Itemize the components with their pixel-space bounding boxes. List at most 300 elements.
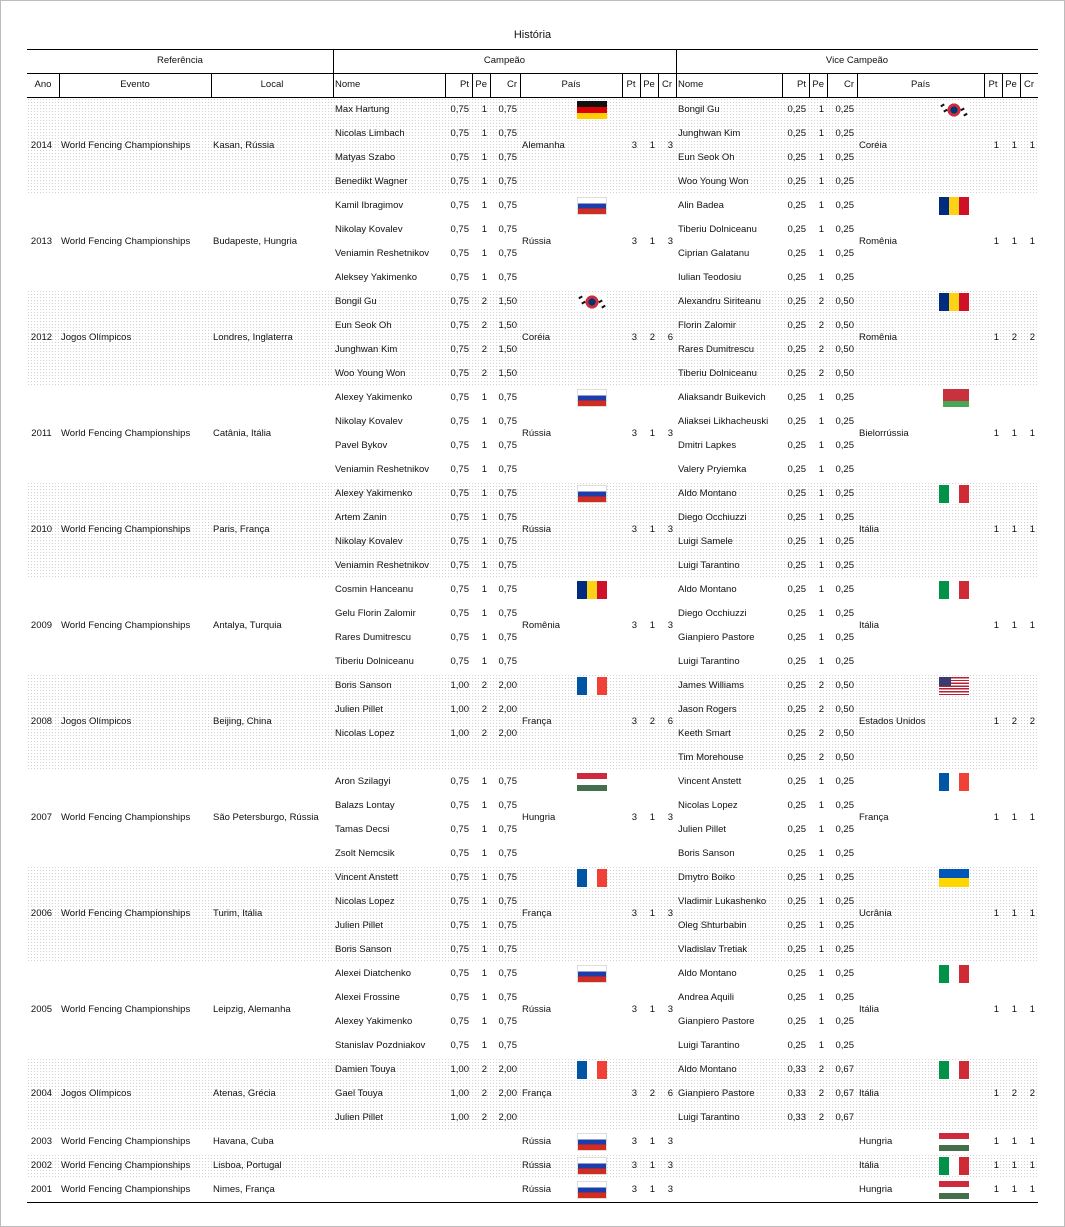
champ-athlete-pt: 1,00 <box>450 1064 469 1075</box>
column-divider <box>1020 73 1021 97</box>
champ-country: França <box>522 908 552 919</box>
vice-country-pt: 1 <box>993 236 999 247</box>
vice-athlete-pt: 0,25 <box>787 680 806 691</box>
italy-flag-icon <box>939 1061 969 1079</box>
vice-athlete-pt: 0,25 <box>787 992 806 1003</box>
champ-athlete-pe: 1 <box>481 464 487 475</box>
vice-country-cr: 1 <box>1029 908 1035 919</box>
location-cell: Budapeste, Hungria <box>213 236 297 247</box>
vice-athlete-pe: 1 <box>818 224 824 235</box>
champ-country-pt: 3 <box>631 716 637 727</box>
vice-athlete-pe: 1 <box>818 584 824 595</box>
champ-country-pt: 3 <box>631 524 637 535</box>
column-divider <box>445 73 446 97</box>
vice-athlete-pe: 1 <box>818 560 824 571</box>
vice-athlete-pt: 0,25 <box>787 464 806 475</box>
vice-country-pe: 1 <box>1011 1004 1017 1015</box>
korea-flag-icon <box>577 293 607 311</box>
champ-athlete-name: Gelu Florin Zalomir <box>335 608 416 619</box>
column-header-pt[interactable]: Pt <box>988 79 998 90</box>
vice-athlete-pt: 0,25 <box>787 104 806 115</box>
column-header-nome[interactable]: Nome <box>335 79 361 90</box>
vice-athlete-cr: 0,25 <box>835 1016 854 1027</box>
champ-country-pt: 3 <box>631 332 637 343</box>
vice-athlete-name: Jason Rogers <box>678 704 737 715</box>
russia-flag-icon <box>577 197 607 215</box>
column-header-cr[interactable]: Cr <box>506 79 517 90</box>
champ-athlete-pt <box>445 746 469 770</box>
champ-country-pe: 1 <box>649 1160 655 1171</box>
column-header-pais[interactable]: País <box>561 79 581 90</box>
champ-athlete-cr: 0,75 <box>498 440 517 451</box>
column-divider <box>984 73 985 97</box>
vice-athlete-pt: 0,25 <box>787 200 806 211</box>
vice-athlete-pe: 2 <box>818 1112 824 1123</box>
column-divider <box>472 73 473 97</box>
champ-country-pt: 3 <box>631 620 637 631</box>
group-header-champ: Campeão <box>483 55 526 66</box>
column-divider <box>640 73 641 97</box>
champ-athlete-pt: 0,75 <box>450 584 469 595</box>
champ-athlete-name: Tamas Decsi <box>335 824 390 835</box>
vice-athlete-cr: 0,25 <box>835 872 854 883</box>
champ-athlete-pt: 0,75 <box>450 272 469 283</box>
champ-athlete-pt: 0,75 <box>450 896 469 907</box>
champ-athlete-pe: 2 <box>481 728 487 739</box>
champ-athlete-pt: 0,75 <box>450 992 469 1003</box>
vice-athlete-pt: 0,25 <box>787 512 806 523</box>
champ-athlete-pe: 2 <box>481 704 487 715</box>
vice-athlete-pe: 1 <box>818 392 824 403</box>
vice-athlete-name: Aldo Montano <box>678 968 737 979</box>
champ-athlete-name: Alexey Yakimenko <box>335 488 413 499</box>
vice-athlete-name: Tiberiu Dolniceanu <box>678 224 757 235</box>
vice-athlete-name: Gianpiero Pastore <box>678 1016 755 1027</box>
vice-athlete-pt: 0,25 <box>787 800 806 811</box>
champ-athlete-pt: 0,75 <box>450 944 469 955</box>
vice-athlete-name: Junghwan Kim <box>678 128 741 139</box>
year-cell: 2012 <box>30 332 53 343</box>
champ-athlete-pt: 0,75 <box>450 464 469 475</box>
vice-athlete-pe: 2 <box>818 680 824 691</box>
vice-athlete-pe: 2 <box>818 1064 824 1075</box>
vice-athlete-pe: 1 <box>818 896 824 907</box>
column-header-cr[interactable]: Cr <box>661 79 673 90</box>
champ-athlete-cr: 0,75 <box>498 608 517 619</box>
vice-athlete-cr: 0,50 <box>835 296 854 307</box>
champ-country-pt: 3 <box>631 1088 637 1099</box>
champ-athlete-pt: 0,75 <box>450 248 469 259</box>
vice-country-pe: 1 <box>1011 1160 1017 1171</box>
champ-country-cr: 6 <box>667 332 673 343</box>
vice-athlete-pt: 0,25 <box>787 248 806 259</box>
vice-country-pt: 1 <box>993 332 999 343</box>
champ-athlete-name: Alexei Frossine <box>335 992 400 1003</box>
champ-country: Rússia <box>522 1136 552 1147</box>
vice-athlete-pe: 2 <box>818 1088 824 1099</box>
champ-country-cr: 6 <box>667 716 673 727</box>
vice-athlete-cr: 0,67 <box>835 1064 854 1075</box>
year-cell: 2002 <box>30 1160 53 1171</box>
vice-country-pe: 1 <box>1011 620 1017 631</box>
year-cell: 2007 <box>30 812 53 823</box>
vice-athlete-cr: 0,25 <box>835 464 854 475</box>
champ-athlete-name: Julien Pillet <box>335 704 384 715</box>
vice-country: Itália <box>859 620 880 631</box>
vice-athlete-pt: 0,25 <box>787 392 806 403</box>
header-bottom-rule <box>27 97 1038 98</box>
champ-country-pe: 1 <box>649 1136 655 1147</box>
vice-athlete-pe: 1 <box>818 200 824 211</box>
vice-country-cr: 1 <box>1029 1136 1035 1147</box>
year-cell: 2011 <box>31 428 52 439</box>
location-cell: Kasan, Rússia <box>213 140 275 151</box>
column-header-nome[interactable]: Nome <box>678 79 704 90</box>
vice-athlete-cr: 0,25 <box>835 560 854 571</box>
vice-athlete-pt: 0,25 <box>787 152 806 163</box>
vice-athlete-cr: 0,25 <box>835 824 854 835</box>
champ-country-cr: 3 <box>667 1004 673 1015</box>
column-header-cr[interactable]: Cr <box>1023 79 1035 90</box>
vice-athlete-cr: 0,25 <box>835 776 854 787</box>
group-header-ref: Referência <box>157 55 203 66</box>
vice-athlete-name: Tiberiu Dolniceanu <box>678 368 757 379</box>
vice-athlete-name: Vincent Anstett <box>678 776 742 787</box>
column-header-pt[interactable]: Pt <box>460 79 469 90</box>
column-header-pt[interactable]: Pt <box>797 79 806 90</box>
russia-flag-icon <box>577 1157 607 1175</box>
champ-athlete-name: Alexey Yakimenko <box>335 392 413 403</box>
vice-athlete-pe: 1 <box>818 248 824 259</box>
champ-athlete-name: Woo Young Won <box>335 368 406 379</box>
italy-flag-icon <box>939 581 969 599</box>
vice-athlete-pt: 0,33 <box>787 1064 806 1075</box>
champ-athlete-pt: 0,75 <box>450 200 469 211</box>
champ-athlete-name: Julien Pillet <box>335 1112 384 1123</box>
champ-athlete-pt: 0,75 <box>450 296 469 307</box>
location-cell: Havana, Cuba <box>213 1136 274 1147</box>
vice-athlete-pt: 0,25 <box>787 536 806 547</box>
champ-athlete-pt: 0,75 <box>450 176 469 187</box>
vice-athlete-cr: 0,25 <box>835 128 854 139</box>
belarus-flag-icon <box>939 389 969 407</box>
vice-country-cr: 1 <box>1029 140 1035 151</box>
vice-country-pe: 2 <box>1011 716 1017 727</box>
champ-athlete-cr: 1,50 <box>498 344 517 355</box>
vice-athlete-name: Florin Zalomir <box>678 320 737 331</box>
vice-athlete-name: James Williams <box>678 680 744 691</box>
vice-country-pt: 1 <box>993 1184 999 1195</box>
champ-country-cr: 3 <box>667 1136 673 1147</box>
champ-athlete-name: Matyas Szabo <box>335 152 396 163</box>
champ-athlete-name: Pavel Bykov <box>335 440 388 451</box>
vice-athlete-pe: 1 <box>818 416 824 427</box>
vice-country-cr: 2 <box>1029 332 1035 343</box>
champ-athlete-cr: 2,00 <box>498 1088 517 1099</box>
year-cell: 2003 <box>30 1136 53 1147</box>
champ-athlete-cr: 0,75 <box>498 1040 517 1051</box>
location-cell: Leipzig, Alemanha <box>213 1004 291 1015</box>
champ-athlete-cr: 0,75 <box>498 560 517 571</box>
column-divider <box>1002 73 1003 97</box>
event-cell: World Fencing Championships <box>61 428 191 439</box>
year-cell: 2001 <box>30 1184 53 1195</box>
champ-athlete-name: Julien Pillet <box>335 920 384 931</box>
vice-country-cr: 1 <box>1029 812 1035 823</box>
vice-athlete-name: Nicolas Lopez <box>678 800 738 811</box>
romania-flag-icon <box>577 581 607 599</box>
champ-country-pe: 1 <box>649 620 655 631</box>
champ-athlete-name: Artem Zanin <box>335 512 387 523</box>
champ-athlete-pt: 0,75 <box>450 872 469 883</box>
champ-athlete-pe: 1 <box>481 560 487 571</box>
vice-athlete-cr: 0,25 <box>835 584 854 595</box>
vice-athlete-pt: 0,25 <box>787 344 806 355</box>
vice-athlete-pt: 0,25 <box>787 824 806 835</box>
vice-country: Hungria <box>859 1136 893 1147</box>
champ-country: Romênia <box>522 620 561 631</box>
vice-athlete-pe: 1 <box>818 176 824 187</box>
vice-athlete-cr: 0,25 <box>835 224 854 235</box>
column-header-evento[interactable]: Evento <box>120 79 150 90</box>
champ-athlete-pt: 0,75 <box>450 824 469 835</box>
year-cell: 2004 <box>30 1088 53 1099</box>
korea-flag-icon <box>939 101 969 119</box>
year-cell: 2014 <box>30 140 53 151</box>
event-cell: Jogos Olímpicos <box>61 332 132 343</box>
vice-athlete-pt: 0,25 <box>787 368 806 379</box>
champ-country-cr: 3 <box>667 620 673 631</box>
vice-athlete-pt: 0,25 <box>787 848 806 859</box>
champ-athlete-name: Boris Sanson <box>335 944 392 955</box>
champ-athlete-pe: 1 <box>481 512 487 523</box>
column-header-cr[interactable]: Cr <box>843 79 854 90</box>
vice-country-pt: 1 <box>993 1160 999 1171</box>
champ-country-cr: 3 <box>667 140 673 151</box>
header-top-rule <box>27 49 1038 50</box>
champ-athlete-name: Junghwan Kim <box>335 344 398 355</box>
vice-athlete-pt: 0,25 <box>787 1016 806 1027</box>
champ-athlete-pt: 0,75 <box>450 608 469 619</box>
champ-country: Rússia <box>522 1184 552 1195</box>
vice-athlete-name: Luigi Tarantino <box>678 1040 740 1051</box>
event-cell: World Fencing Championships <box>61 524 191 535</box>
champ-athlete-cr: 0,75 <box>498 488 517 499</box>
champ-country-pt: 3 <box>631 1004 637 1015</box>
champ-country-pt: 3 <box>631 140 637 151</box>
champ-athlete-name: Nicolas Lopez <box>335 728 395 739</box>
vice-athlete-name: Rares Dumitrescu <box>678 344 755 355</box>
champ-athlete-pe: 1 <box>481 944 487 955</box>
vice-athlete-name: Gianpiero Pastore <box>678 632 755 643</box>
champ-athlete-pe: 1 <box>481 896 487 907</box>
champ-athlete-cr: 0,75 <box>498 416 517 427</box>
vice-athlete-name: Iulian Teodosiu <box>678 272 742 283</box>
vice-country-pe: 2 <box>1011 1088 1017 1099</box>
champ-athlete-pt: 0,75 <box>450 224 469 235</box>
vice-athlete-name: Diego Occhiuzzi <box>678 608 747 619</box>
champ-athlete-pt: 0,75 <box>450 800 469 811</box>
vice-athlete-pt: 0,25 <box>787 224 806 235</box>
champ-athlete-name: Nikolay Kovalev <box>335 536 403 547</box>
champ-athlete-pe: 1 <box>481 992 487 1003</box>
champ-athlete-cr: 0,75 <box>498 512 517 523</box>
vice-athlete-cr: 0,50 <box>835 368 854 379</box>
champ-country-pt: 3 <box>631 1160 637 1171</box>
champ-athlete-name: Alexey Yakimenko <box>335 1016 413 1027</box>
champ-athlete-pt: 0,75 <box>450 416 469 427</box>
vice-athlete-pt: 0,33 <box>787 1112 806 1123</box>
russia-flag-icon <box>577 1133 607 1151</box>
champ-athlete-pe: 1 <box>481 920 487 931</box>
column-header-local[interactable]: Local <box>260 79 284 90</box>
champ-athlete-pt: 0,75 <box>450 320 469 331</box>
vice-athlete-pt: 0,25 <box>787 128 806 139</box>
vice-country-cr: 1 <box>1029 620 1035 631</box>
champ-athlete-pe: 1 <box>481 776 487 787</box>
column-header-pais[interactable]: País <box>910 79 930 90</box>
champ-country-pt: 3 <box>631 812 637 823</box>
event-cell: World Fencing Championships <box>61 1004 191 1015</box>
champ-athlete-cr: 0,75 <box>498 104 517 115</box>
italy-flag-icon <box>939 485 969 503</box>
group-divider <box>333 49 334 97</box>
vice-athlete-name: Luigi Tarantino <box>678 656 740 667</box>
champ-athlete-name: Tiberiu Dolniceanu <box>335 656 414 667</box>
vice-country: Coréia <box>859 140 887 151</box>
vice-athlete-cr: 0,25 <box>835 656 854 667</box>
champ-athlete-pe: 1 <box>481 200 487 211</box>
event-cell: World Fencing Championships <box>61 1136 191 1147</box>
vice-country-pt: 1 <box>993 812 999 823</box>
vice-athlete-pe: 1 <box>818 824 824 835</box>
location-cell: Londres, Inglaterra <box>213 332 293 343</box>
champ-country-cr: 3 <box>667 812 673 823</box>
champ-athlete-cr: 0,75 <box>498 272 517 283</box>
italy-flag-icon <box>939 965 969 983</box>
vice-country: Itália <box>859 1004 880 1015</box>
vice-athlete-name: Luigi Tarantino <box>678 1112 740 1123</box>
vice-athlete-cr: 0,25 <box>835 848 854 859</box>
vice-athlete-pt: 0,25 <box>787 488 806 499</box>
year-cell: 2013 <box>30 236 53 247</box>
vice-country: Bielorrússia <box>859 428 909 439</box>
vice-athlete-pt: 0,25 <box>787 608 806 619</box>
vice-athlete-pt: 0,25 <box>787 560 806 571</box>
vice-athlete-pe: 2 <box>818 344 824 355</box>
champ-country-pe: 1 <box>649 908 655 919</box>
champ-athlete-pe: 1 <box>481 848 487 859</box>
champ-athlete-name: Veniamin Reshetnikov <box>335 464 429 475</box>
year-cell: 2009 <box>30 620 53 631</box>
champ-athlete-pe: 1 <box>481 1016 487 1027</box>
vice-athlete-pt: 0,25 <box>787 584 806 595</box>
vice-athlete-name: Aldo Montano <box>678 1064 737 1075</box>
vice-country: Romênia <box>859 332 898 343</box>
vice-country-pt: 1 <box>993 716 999 727</box>
vice-country: Itália <box>859 1160 880 1171</box>
vice-athlete-name: Bongil Gu <box>678 104 720 115</box>
champ-athlete-pe: 1 <box>481 272 487 283</box>
champ-athlete-pe: 1 <box>481 584 487 595</box>
hungary-flag-icon <box>939 1181 969 1199</box>
champ-country-pe: 1 <box>649 428 655 439</box>
champ-athlete-cr: 0,75 <box>498 848 517 859</box>
champ-athlete-pe: 2 <box>481 296 487 307</box>
champ-athlete-name: Boris Sanson <box>335 680 392 691</box>
table-title: História <box>513 29 552 41</box>
vice-athlete-pe: 1 <box>818 104 824 115</box>
column-header-pe[interactable]: Pe <box>643 79 655 90</box>
column-header-ano[interactable]: Ano <box>34 79 52 90</box>
header-mid-rule <box>27 73 1038 74</box>
vice-country: Estados Unidos <box>859 716 926 727</box>
champ-country-cr: 3 <box>667 1160 673 1171</box>
vice-athlete-pe: 2 <box>818 752 824 763</box>
vice-athlete-name: Valery Pryiemka <box>678 464 747 475</box>
vice-athlete-pe: 1 <box>818 920 824 931</box>
champ-athlete-pe: 2 <box>481 1088 487 1099</box>
column-header-pt[interactable]: Pt <box>626 79 636 90</box>
column-divider <box>827 73 828 97</box>
champ-country: Rússia <box>522 524 552 535</box>
champ-athlete-pe: 1 <box>481 248 487 259</box>
champ-athlete-cr: 0,75 <box>498 800 517 811</box>
champ-country: Rússia <box>522 428 552 439</box>
column-header-pe[interactable]: Pe <box>475 79 487 90</box>
vice-country-pt: 1 <box>993 908 999 919</box>
champ-country-cr: 3 <box>667 524 673 535</box>
champ-country: Rússia <box>522 1004 552 1015</box>
champ-athlete-pt: 0,75 <box>450 1040 469 1051</box>
vice-athlete-name: Diego Occhiuzzi <box>678 512 747 523</box>
champ-athlete-name: Aron Szilagyi <box>335 776 391 787</box>
vice-country-cr: 1 <box>1029 1004 1035 1015</box>
event-cell: World Fencing Championships <box>61 1184 191 1195</box>
champ-country-pt: 3 <box>631 1136 637 1147</box>
vice-athlete-cr: 0,25 <box>835 416 854 427</box>
champ-athlete-cr: 2,00 <box>498 680 517 691</box>
champ-athlete-pe: 1 <box>481 176 487 187</box>
champ-athlete-pe: 1 <box>481 440 487 451</box>
champ-athlete-name: Alexei Diatchenko <box>335 968 412 979</box>
vice-athlete-cr: 0,25 <box>835 968 854 979</box>
champ-athlete-name: Veniamin Reshetnikov <box>335 560 429 571</box>
column-header-pe[interactable]: Pe <box>812 79 824 90</box>
vice-athlete-name: Tim Morehouse <box>678 752 744 763</box>
vice-athlete-cr: 0,50 <box>835 680 854 691</box>
year-cell: 2005 <box>30 1004 53 1015</box>
champ-athlete-name: Nicolas Limbach <box>335 128 405 139</box>
champ-country-pe: 2 <box>649 716 655 727</box>
ukraine-flag-icon <box>939 869 969 887</box>
champ-athlete-pe: 1 <box>481 536 487 547</box>
champ-country: Coréia <box>522 332 550 343</box>
champ-athlete-name: Aleksey Yakimenko <box>335 272 418 283</box>
champ-country: França <box>522 716 552 727</box>
vice-athlete-cr: 0,25 <box>835 608 854 619</box>
champ-athlete-pt: 0,75 <box>450 776 469 787</box>
russia-flag-icon <box>577 485 607 503</box>
vice-athlete-pt: 0,25 <box>787 872 806 883</box>
champ-country: Hungria <box>522 812 556 823</box>
vice-athlete-pe: 2 <box>818 728 824 739</box>
column-divider <box>622 73 623 97</box>
vice-athlete-name: Woo Young Won <box>678 176 749 187</box>
column-header-pe[interactable]: Pe <box>1005 79 1017 90</box>
vice-athlete-pe: 1 <box>818 1016 824 1027</box>
vice-athlete-cr: 0,50 <box>835 704 854 715</box>
